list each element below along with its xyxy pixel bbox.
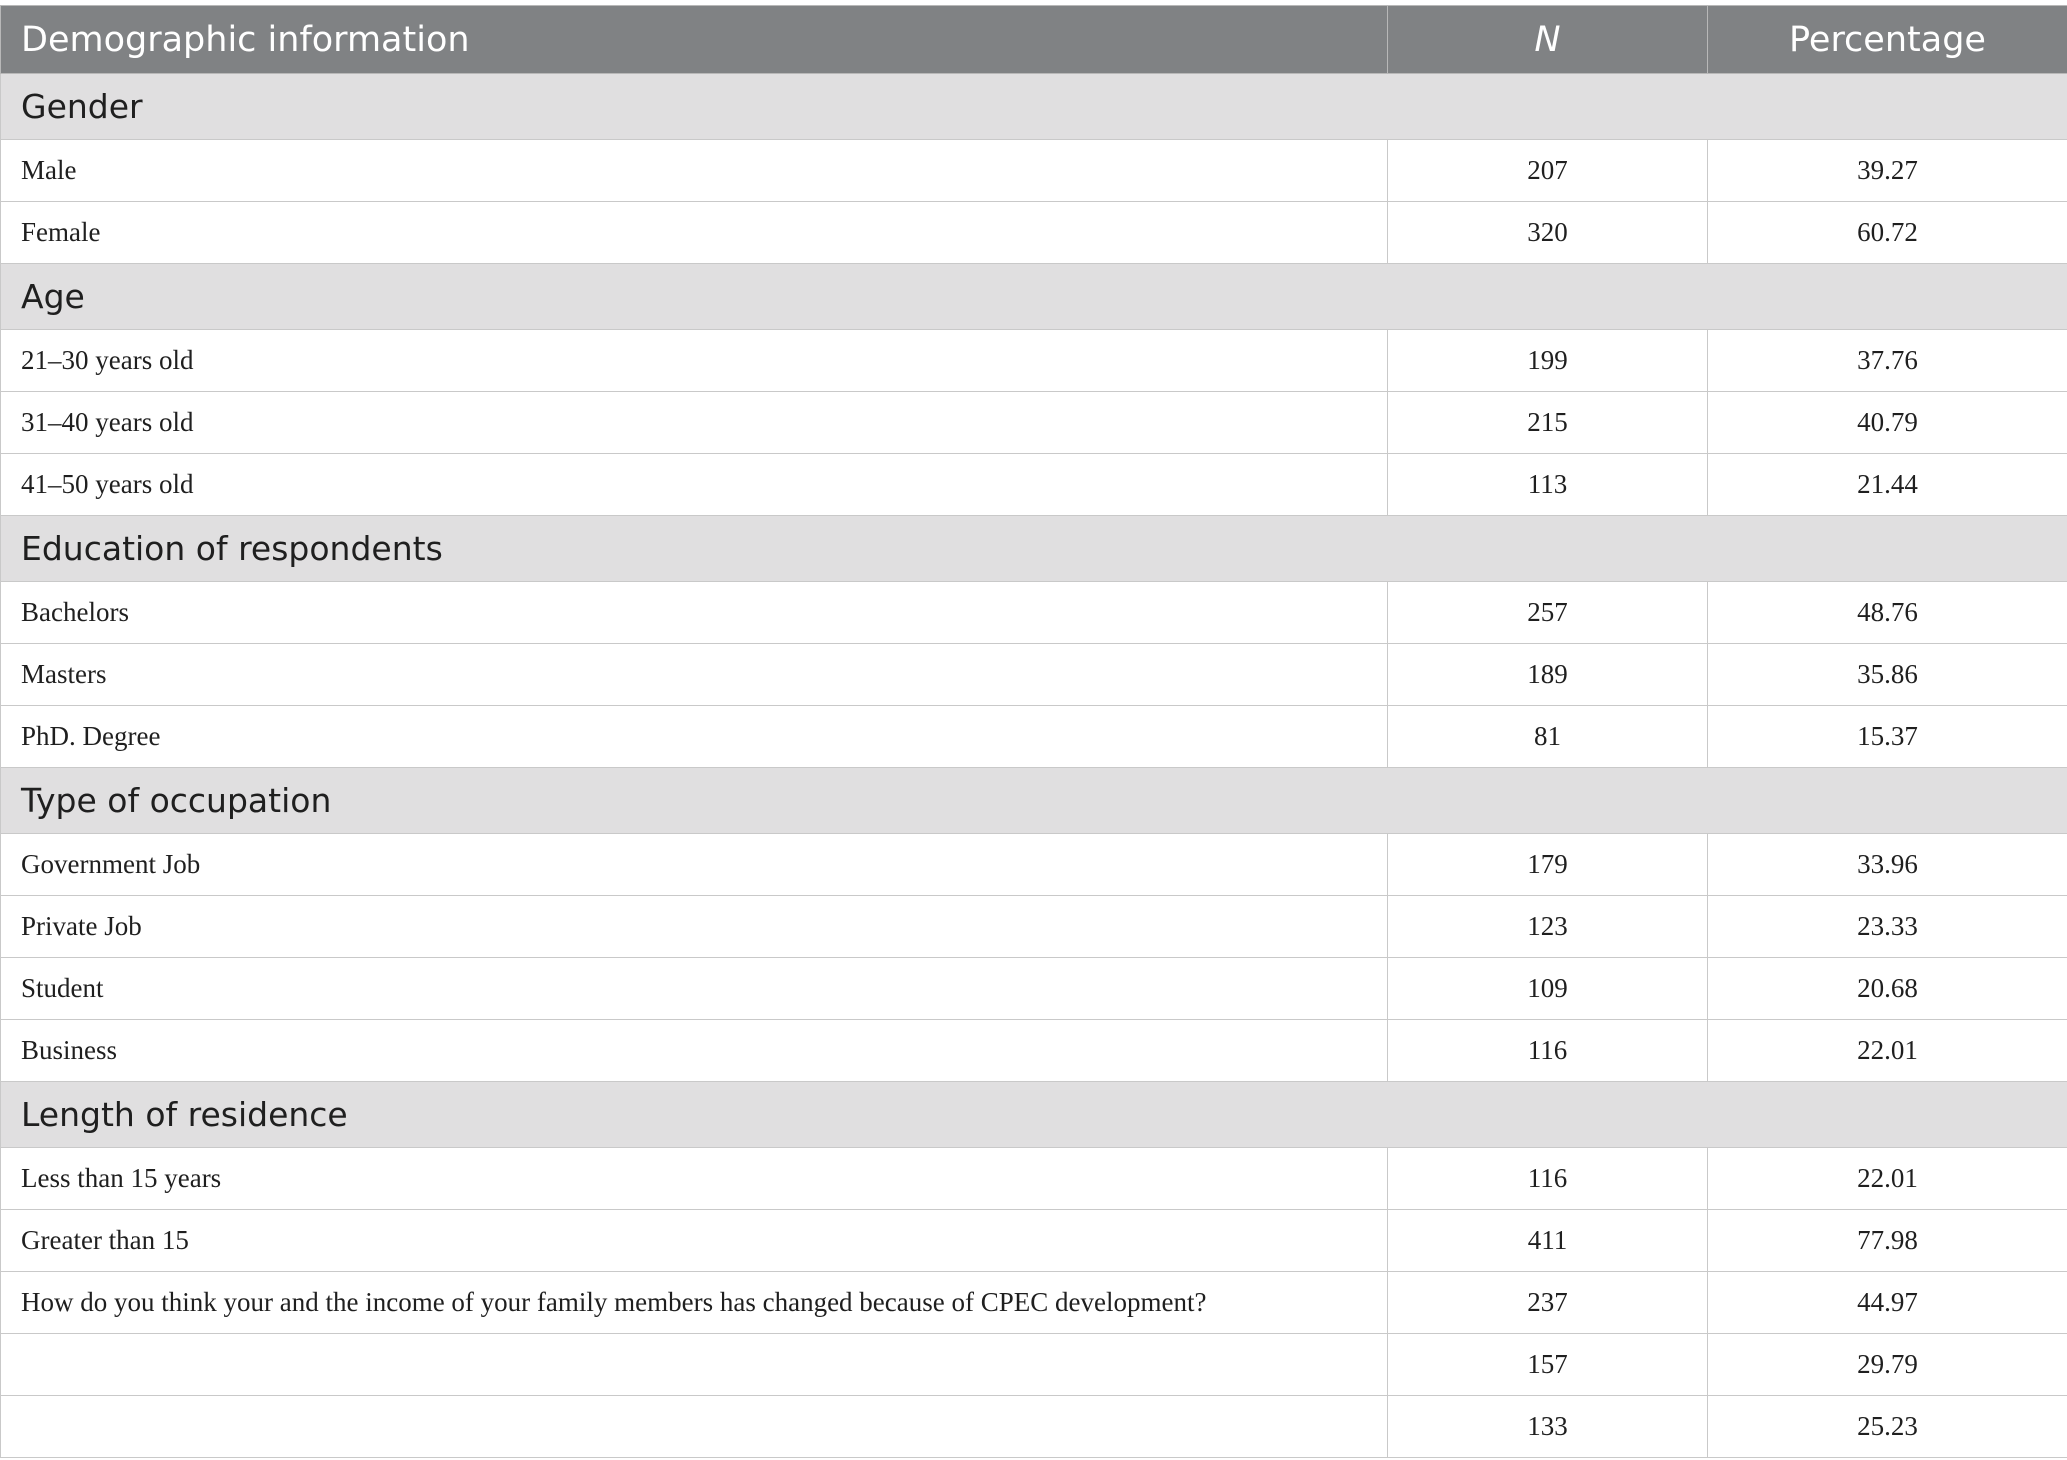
row-n-value: 199 <box>1388 330 1708 392</box>
row-n-value: 411 <box>1388 1210 1708 1272</box>
row-percentage-value: 77.98 <box>1708 1210 2067 1272</box>
row-label: 31–40 years old <box>1 392 1388 454</box>
row-percentage-value: 39.27 <box>1708 140 2067 202</box>
table-row <box>1 1148 2067 1210</box>
table-row <box>1 454 2067 516</box>
row-percentage-value: 25.23 <box>1708 1396 2067 1458</box>
row-n-value: 207 <box>1388 140 1708 202</box>
row-percentage-value: 15.37 <box>1708 706 2067 768</box>
table-row <box>1 644 2067 706</box>
row-percentage-value: 35.86 <box>1708 644 2067 706</box>
table-header <box>1 6 2067 74</box>
table-row <box>1 834 2067 896</box>
row-label: Female <box>1 202 1388 264</box>
row-percentage-value: 20.68 <box>1708 958 2067 1020</box>
header-percentage: Percentage <box>1708 6 2067 74</box>
row-percentage-value: 23.33 <box>1708 896 2067 958</box>
row-n-value: 81 <box>1388 706 1708 768</box>
table-row <box>1 1272 2067 1334</box>
table-body <box>1 74 2067 1458</box>
section-title: Education of respondents <box>1 516 2067 582</box>
row-percentage-value: 21.44 <box>1708 454 2067 516</box>
demographics-table <box>0 5 2067 1458</box>
row-percentage-value: 37.76 <box>1708 330 2067 392</box>
section-title: Gender <box>1 74 2067 140</box>
table-row <box>1 202 2067 264</box>
row-n-value: 123 <box>1388 896 1708 958</box>
table-row <box>1 392 2067 454</box>
table-row <box>1 1396 2067 1458</box>
row-label <box>1 1334 1388 1396</box>
row-n-value: 133 <box>1388 1396 1708 1458</box>
header-n-label: N <box>1534 19 1561 60</box>
table-row <box>1 330 2067 392</box>
row-label: Greater than 15 <box>1 1210 1388 1272</box>
row-percentage-value: 33.96 <box>1708 834 2067 896</box>
section-row <box>1 264 2067 330</box>
row-n-value: 179 <box>1388 834 1708 896</box>
row-n-value: 116 <box>1388 1148 1708 1210</box>
table-row <box>1 1210 2067 1272</box>
row-percentage-value: 48.76 <box>1708 582 2067 644</box>
table-row <box>1 140 2067 202</box>
row-label: 21–30 years old <box>1 330 1388 392</box>
row-n-value: 113 <box>1388 454 1708 516</box>
row-label: Government Job <box>1 834 1388 896</box>
row-percentage-value: 22.01 <box>1708 1020 2067 1082</box>
section-row <box>1 74 2067 140</box>
row-label: Less than 15 years <box>1 1148 1388 1210</box>
table-row <box>1 1020 2067 1082</box>
table-row <box>1 582 2067 644</box>
section-title: Length of residence <box>1 1082 2067 1148</box>
row-label: Private Job <box>1 896 1388 958</box>
row-label: 41–50 years old <box>1 454 1388 516</box>
section-title: Type of occupation <box>1 768 2067 834</box>
row-n-value: 257 <box>1388 582 1708 644</box>
header-row <box>1 6 2067 74</box>
demographics-table-container <box>0 5 2067 1458</box>
section-row <box>1 1082 2067 1148</box>
row-label: Male <box>1 140 1388 202</box>
row-n-value: 116 <box>1388 1020 1708 1082</box>
row-percentage-value: 29.79 <box>1708 1334 2067 1396</box>
row-label: How do you think your and the income of your family members has changed because of CPEC development? <box>1 1272 1388 1334</box>
section-row <box>1 516 2067 582</box>
row-label: PhD. Degree <box>1 706 1388 768</box>
header-demographic-information: Demographic information <box>1 6 1388 74</box>
row-percentage-value: 60.72 <box>1708 202 2067 264</box>
row-n-value: 157 <box>1388 1334 1708 1396</box>
row-n-value: 237 <box>1388 1272 1708 1334</box>
table-row <box>1 958 2067 1020</box>
table-row <box>1 896 2067 958</box>
table-row <box>1 706 2067 768</box>
header-n <box>1388 6 1708 74</box>
section-row <box>1 768 2067 834</box>
row-n-value: 109 <box>1388 958 1708 1020</box>
row-percentage-value: 40.79 <box>1708 392 2067 454</box>
row-label: Student <box>1 958 1388 1020</box>
row-label <box>1 1396 1388 1458</box>
row-n-value: 320 <box>1388 202 1708 264</box>
table-row <box>1 1334 2067 1396</box>
row-percentage-value: 44.97 <box>1708 1272 2067 1334</box>
row-label: Bachelors <box>1 582 1388 644</box>
row-n-value: 215 <box>1388 392 1708 454</box>
section-title: Age <box>1 264 2067 330</box>
row-label: Masters <box>1 644 1388 706</box>
row-n-value: 189 <box>1388 644 1708 706</box>
row-percentage-value: 22.01 <box>1708 1148 2067 1210</box>
row-label: Business <box>1 1020 1388 1082</box>
